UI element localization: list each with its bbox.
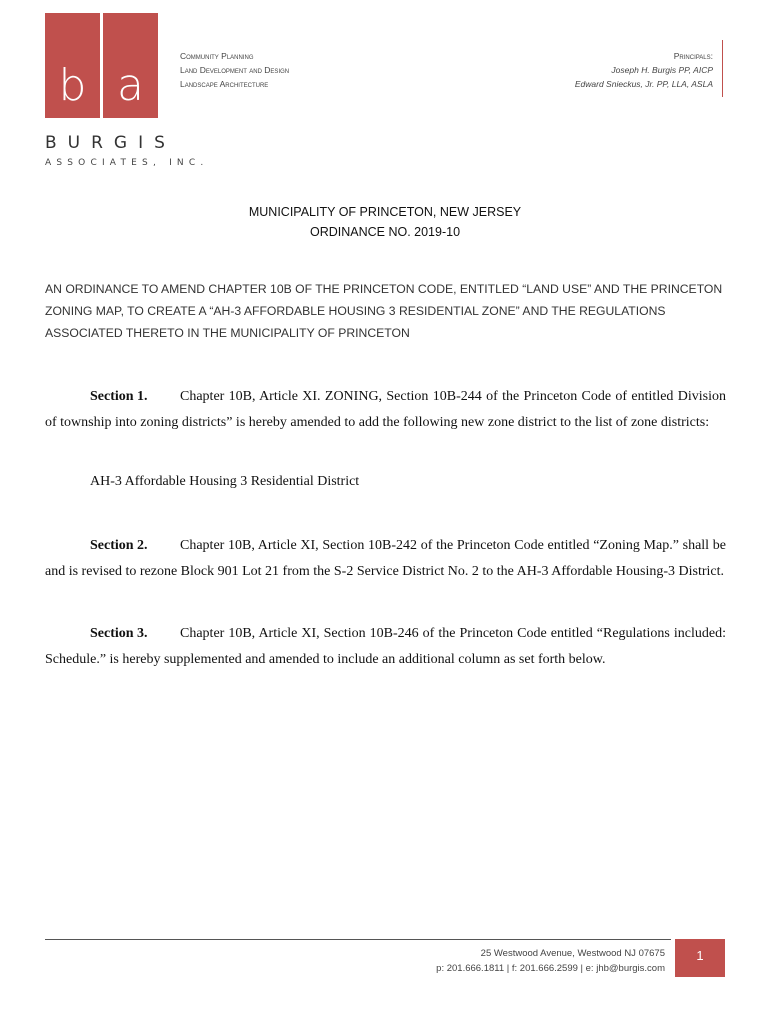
section-label: Section 2. <box>90 538 148 553</box>
section-2 <box>45 533 726 585</box>
footer-phone-email: p: 201.666.1811 | f: 201.666.2599 | e: jhb@burgis.com <box>436 963 665 974</box>
brand-name: BURGIS <box>45 133 176 153</box>
service-item: Landscape Architecture <box>180 79 269 89</box>
principal-name: Edward Snieckus, Jr. PP, LLA, ASLA <box>574 79 713 89</box>
logo-tile-a <box>103 13 158 118</box>
footer-divider <box>45 939 671 940</box>
principals-block <box>575 49 713 91</box>
section-label: Section 1. <box>90 389 148 404</box>
services-list <box>180 49 289 91</box>
principals-title: Principals: <box>673 51 713 61</box>
logo-tile-b <box>45 13 100 118</box>
zone-district-item: AH-3 Affordable Housing 3 Residential District <box>90 474 360 489</box>
document-title: MUNICIPALITY OF PRINCETON, NEW JERSEY <box>248 205 522 219</box>
section-text: Chapter 10B, Article XI, Section 10B-242 of the Princeton Code entitled “Zoning Map.” shall be and is revised to rezone Block 901 Lot 21 from the S-2 Service District No. 2 to the AH-3 Affordable Housing-3 District. <box>45 538 726 579</box>
footer-contact <box>436 946 665 976</box>
section-label: Section 3. <box>90 626 148 641</box>
section-1 <box>45 384 726 436</box>
section-text: Chapter 10B, Article XI, Section 10B-246 of the Princeton Code entitled “Regulations included: Schedule.” is hereby supplemented and amended to include an additional column as set forth below. <box>45 626 726 667</box>
logo-letter-b: b <box>58 60 87 111</box>
section-3 <box>45 621 726 673</box>
page-number: 1 <box>675 939 725 977</box>
principal-name: Joseph H. Burgis PP, AICP <box>611 65 713 75</box>
service-item: Community Planning <box>180 51 254 61</box>
company-logo <box>45 13 158 118</box>
service-item: Land Development and Design <box>180 65 290 75</box>
ordinance-number: ORDINANCE NO. 2019-10 <box>309 225 461 239</box>
logo-letter-a: a <box>117 60 144 111</box>
brand-subtitle: ASSOCIATES, INC. <box>45 158 209 168</box>
section-text: Chapter 10B, Article XI. ZONING, Section 10B-244 of the Princeton Code of entitled Division of township into zoning districts” is hereby amended to add the following new zone district to the list of zone districts: <box>45 389 726 430</box>
footer-address: 25 Westwood Avenue, Westwood NJ 07675 <box>480 948 665 959</box>
principals-divider <box>722 40 723 97</box>
ordinance-intro: AN ORDINANCE TO AMEND CHAPTER 10B OF THE PRINCETON CODE, ENTITLED “LAND USE” AND THE PRINCETON ZONING MAP, TO CREATE A “AH-3 AFFORDABLE HOUSING 3 RESIDENTIAL ZONE” AND THE REGULATIONS ASSOCIATED THERETO IN THE MUNICIPALITY OF PRINCETON <box>45 282 723 340</box>
